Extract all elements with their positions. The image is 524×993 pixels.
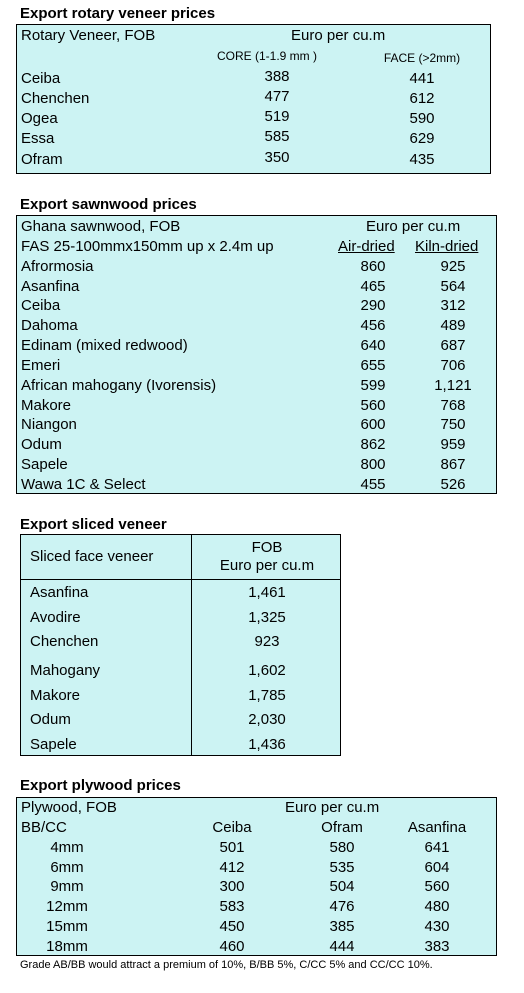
kiln-dried-price: 526 [440,476,466,493]
species-name: Asanfina [21,278,80,295]
species-name: Sapele [21,456,68,473]
plywood-col-asanfina: Asanfina [407,819,467,836]
air-dried-price: 640 [360,337,386,354]
air-dried-price: 456 [360,317,386,334]
face-price: 629 [409,130,435,147]
asanfina-price: 560 [424,878,450,895]
species-name: Asanfina [30,584,89,601]
species-name: Odum [21,436,62,453]
face-price: 612 [409,90,435,107]
air-dried-price: 455 [360,476,386,493]
core-price: 585 [264,128,290,145]
plywood-col-ceiba: Ceiba [212,819,252,836]
sawn-header-left: Ghana sawnwood, FOB [21,218,181,235]
price: 1,602 [248,662,286,679]
asanfina-price: 641 [424,839,450,856]
sawn-section-title: Export sawnwood prices [20,196,197,213]
ofram-price: 385 [329,918,355,935]
sliced-header-left: Sliced face veneer [30,548,154,565]
species-name: Makore [21,397,72,414]
asanfina-price: 383 [424,938,450,955]
ofram-price: 444 [329,938,355,955]
asanfina-price: 480 [424,898,450,915]
kiln-dried-price: 706 [440,357,466,374]
price: 1,436 [248,736,286,753]
ofram-price: 504 [329,878,355,895]
air-dried-price: 860 [360,258,386,275]
price: 1,325 [248,609,286,626]
rotary-col-core: CORE (1-1.9 mm ) [216,49,317,63]
sawn-spec: FAS 25-100mmx150mm up x 2.4m up [21,238,274,255]
sawn-header-unit: Euro per cu.m [366,218,461,235]
core-price: 388 [264,68,290,85]
species-name: Essa [21,130,55,147]
thickness: 9mm [50,878,84,895]
species-name: Niangon [21,416,77,433]
ofram-price: 535 [329,859,355,876]
price: 923 [254,633,280,650]
rotary-header-unit: Euro per cu.m [291,27,386,44]
species-name: Emeri [21,357,61,374]
species-name: Mahogany [30,662,101,679]
face-price: 435 [409,151,435,168]
sliced-section-title: Export sliced veneer [20,516,167,533]
thickness: 4mm [50,839,84,856]
asanfina-price: 604 [424,859,450,876]
face-price: 590 [409,110,435,127]
ceiba-price: 583 [219,898,245,915]
species-name: Avodire [30,609,81,626]
plywood-grade-note: Grade AB/BB would attract a premium of 10%, B/BB 5%, C/CC 5% and CC/CC 10%. [20,959,433,971]
plywood-grade: BB/CC [21,819,67,836]
plywood-col-ofram: Ofram [321,819,363,836]
ceiba-price: 460 [219,938,245,955]
species-name: Ceiba [21,70,61,87]
rotary-table [16,24,491,174]
kiln-dried-price: 312 [440,297,466,314]
sliced-header-fob: FOB [251,539,283,556]
face-price: 441 [409,70,435,87]
air-dried-price: 655 [360,357,386,374]
ceiba-price: 450 [219,918,245,935]
species-name: African mahogany (Ivorensis) [21,377,217,394]
core-price: 477 [264,88,290,105]
air-dried-price: 560 [360,397,386,414]
species-name: Edinam (mixed redwood) [21,337,188,354]
rotary-header-left: Rotary Veneer, FOB [21,27,156,44]
plywood-header-unit: Euro per cu.m [285,799,380,816]
ofram-price: 580 [329,839,355,856]
species-name: Dahoma [21,317,78,334]
air-dried-price: 800 [360,456,386,473]
sliced-header-unit: Euro per cu.m [219,557,315,574]
species-name: Chenchen [30,633,99,650]
core-price: 350 [264,149,290,166]
air-dried-price: 862 [360,436,386,453]
species-name: Wawa 1C & Select [21,476,146,493]
ceiba-price: 501 [219,839,245,856]
air-dried-price: 465 [360,278,386,295]
sawn-table [16,215,497,494]
air-dried-price: 600 [360,416,386,433]
species-name: Ofram [21,151,63,168]
ofram-price: 476 [329,898,355,915]
rotary-col-face: FACE (>2mm) [383,51,461,65]
kiln-dried-price: 867 [440,456,466,473]
species-name: Ceiba [21,297,61,314]
sliced-table [20,534,341,756]
species-name: Chenchen [21,90,90,107]
price: 1,785 [248,687,286,704]
species-name: Odum [30,711,71,728]
air-dried-price: 290 [360,297,386,314]
header-divider [21,579,340,580]
species-name: Sapele [30,736,77,753]
price: 1,461 [248,584,286,601]
core-price: 519 [264,108,290,125]
thickness: 18mm [46,938,88,955]
kiln-dried-price: 564 [440,278,466,295]
air-dried-price: 599 [360,377,386,394]
plywood-section-title: Export plywood prices [20,777,181,794]
species-name: Ogea [21,110,58,127]
kiln-dried-price: 687 [440,337,466,354]
sawn-col-air: Air-dried [338,238,395,255]
asanfina-price: 430 [424,918,450,935]
ceiba-price: 412 [219,859,245,876]
thickness: 6mm [50,859,84,876]
ceiba-price: 300 [219,878,245,895]
kiln-dried-price: 925 [440,258,466,275]
kiln-dried-price: 768 [440,397,466,414]
kiln-dried-price: 1,121 [434,377,472,394]
plywood-header-left: Plywood, FOB [21,799,117,816]
plywood-table [16,797,497,956]
species-name: Makore [30,687,81,704]
kiln-dried-price: 750 [440,416,466,433]
rotary-section-title: Export rotary veneer prices [20,5,216,22]
species-name: Afrormosia [21,258,94,275]
thickness: 12mm [46,898,88,915]
thickness: 15mm [46,918,88,935]
sawn-col-kiln: Kiln-dried [415,238,479,255]
price: 2,030 [248,711,286,728]
kiln-dried-price: 489 [440,317,466,334]
kiln-dried-price: 959 [440,436,466,453]
